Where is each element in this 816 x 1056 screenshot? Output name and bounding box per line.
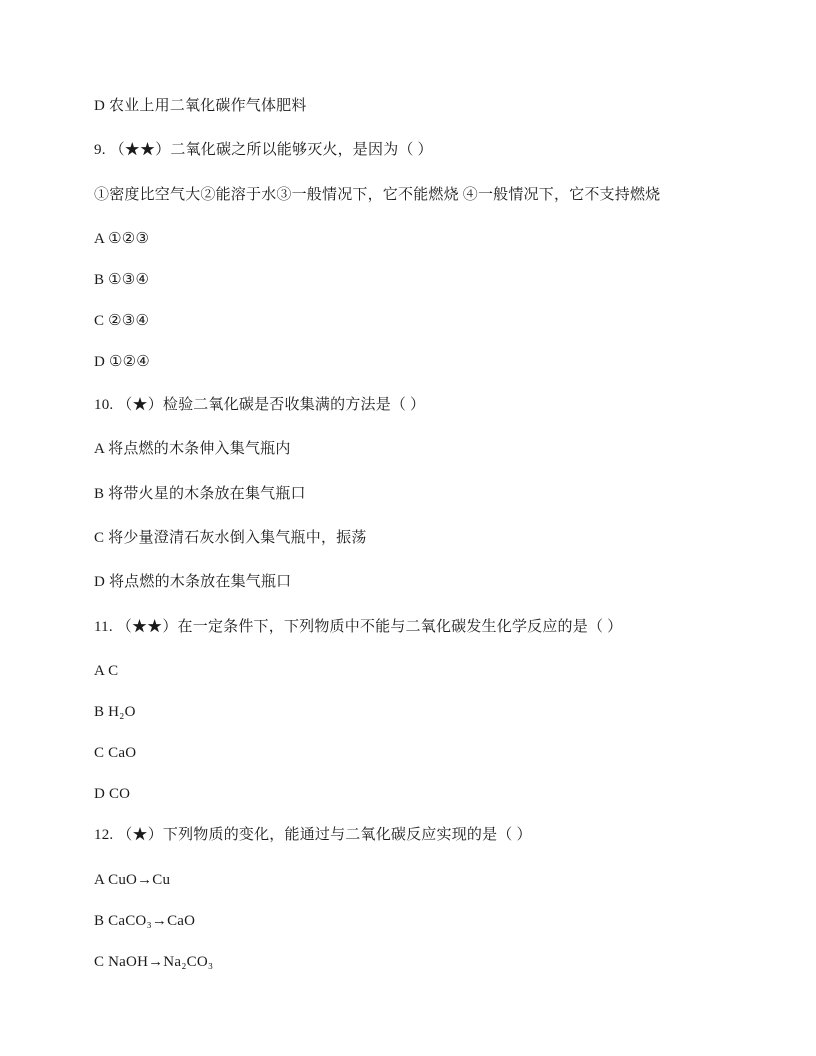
q10-option-b: B 将带火星的木条放在集气瓶口 (94, 486, 306, 502)
q11-stem: 11. （★★）在一定条件下，下列物质中不能与二氧化碳发生化学反应的是（ ） (94, 619, 623, 635)
q12-option-b: B CaCO₃→CaO (94, 913, 196, 929)
q12-option-c: C NaOH→Na₂CO₃ (94, 954, 214, 970)
q8-option-d: D 农业上用二氧化碳作气体肥料 (94, 98, 307, 114)
q9-option-c: C ②③④ (94, 313, 150, 329)
q11-option-a: A C (94, 663, 119, 679)
q12-option-a: A CuO→Cu (94, 872, 171, 888)
q10-option-c: C 将少量澄清石灰水倒入集气瓶中，振荡 (94, 530, 367, 546)
q9-option-b: B ①③④ (94, 272, 150, 288)
q12-stem: 12. （★）下列物质的变化，能通过与二氧化碳反应实现的是（ ） (94, 827, 532, 843)
q9-option-a: A ①②③ (94, 231, 150, 247)
q9-stem: 9. （★★）二氧化碳之所以能够灭火，是因为（ ） (94, 142, 433, 158)
q9-option-d: D ①②④ (94, 354, 150, 370)
q9-statements: ①密度比空气大②能溶于水③一般情况下，它不能燃烧 ④一般情况下，它不支持燃烧 (94, 187, 661, 203)
q10-option-d: D 将点燃的木条放在集气瓶口 (94, 574, 292, 590)
q11-option-b: B H₂O (94, 704, 136, 720)
q10-option-a: A 将点燃的木条伸入集气瓶内 (94, 441, 291, 457)
q10-stem: 10. （★）检验二氧化碳是否收集满的方法是（ ） (94, 397, 426, 413)
q11-option-c: C CaO (94, 745, 137, 761)
q11-option-d: D CO (94, 786, 131, 802)
